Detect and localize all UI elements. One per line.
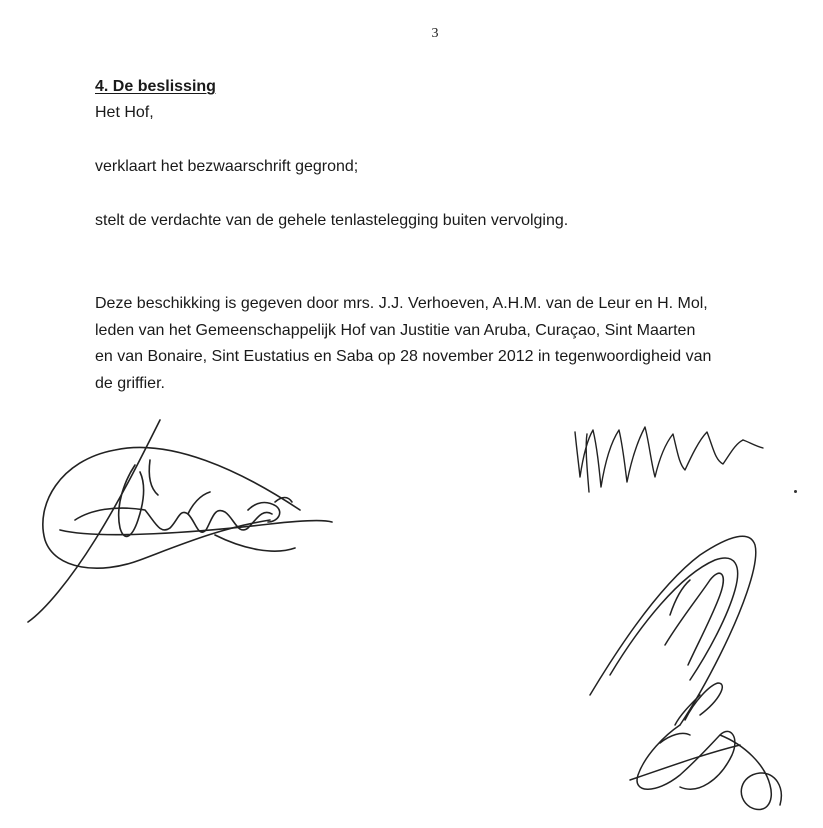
closing-line: leden van het Gemeenschappelijk Hof van Justitie van Aruba, Curaçao, Sint Maarten [95, 321, 696, 339]
signature-left [20, 410, 350, 630]
closing-paragraph [95, 291, 795, 397]
signature-right-top [565, 412, 785, 512]
closing-line: Deze beschikking is gegeven door mrs. J.J. Verhoeven, A.H.M. van de Leur en H. Mol, [95, 295, 708, 312]
section-heading: 4. De beslissing [95, 78, 216, 95]
closing-line: de griffier. [95, 374, 165, 392]
court-intro: Het Hof, [95, 104, 154, 121]
page-number: 3 [431, 26, 439, 41]
signature-right-bottom [570, 525, 810, 825]
decision-paragraph: stelt de verdachte van de gehele tenlastelegging buiten vervolging. [95, 212, 569, 229]
decision-paragraph: verklaart het bezwaarschrift gegrond; [95, 158, 359, 175]
closing-line: en van Bonaire, Sint Eustatius en Saba op 28 november 2012 in tegenwoordigheid van [95, 348, 712, 365]
ink-speck [794, 490, 797, 493]
